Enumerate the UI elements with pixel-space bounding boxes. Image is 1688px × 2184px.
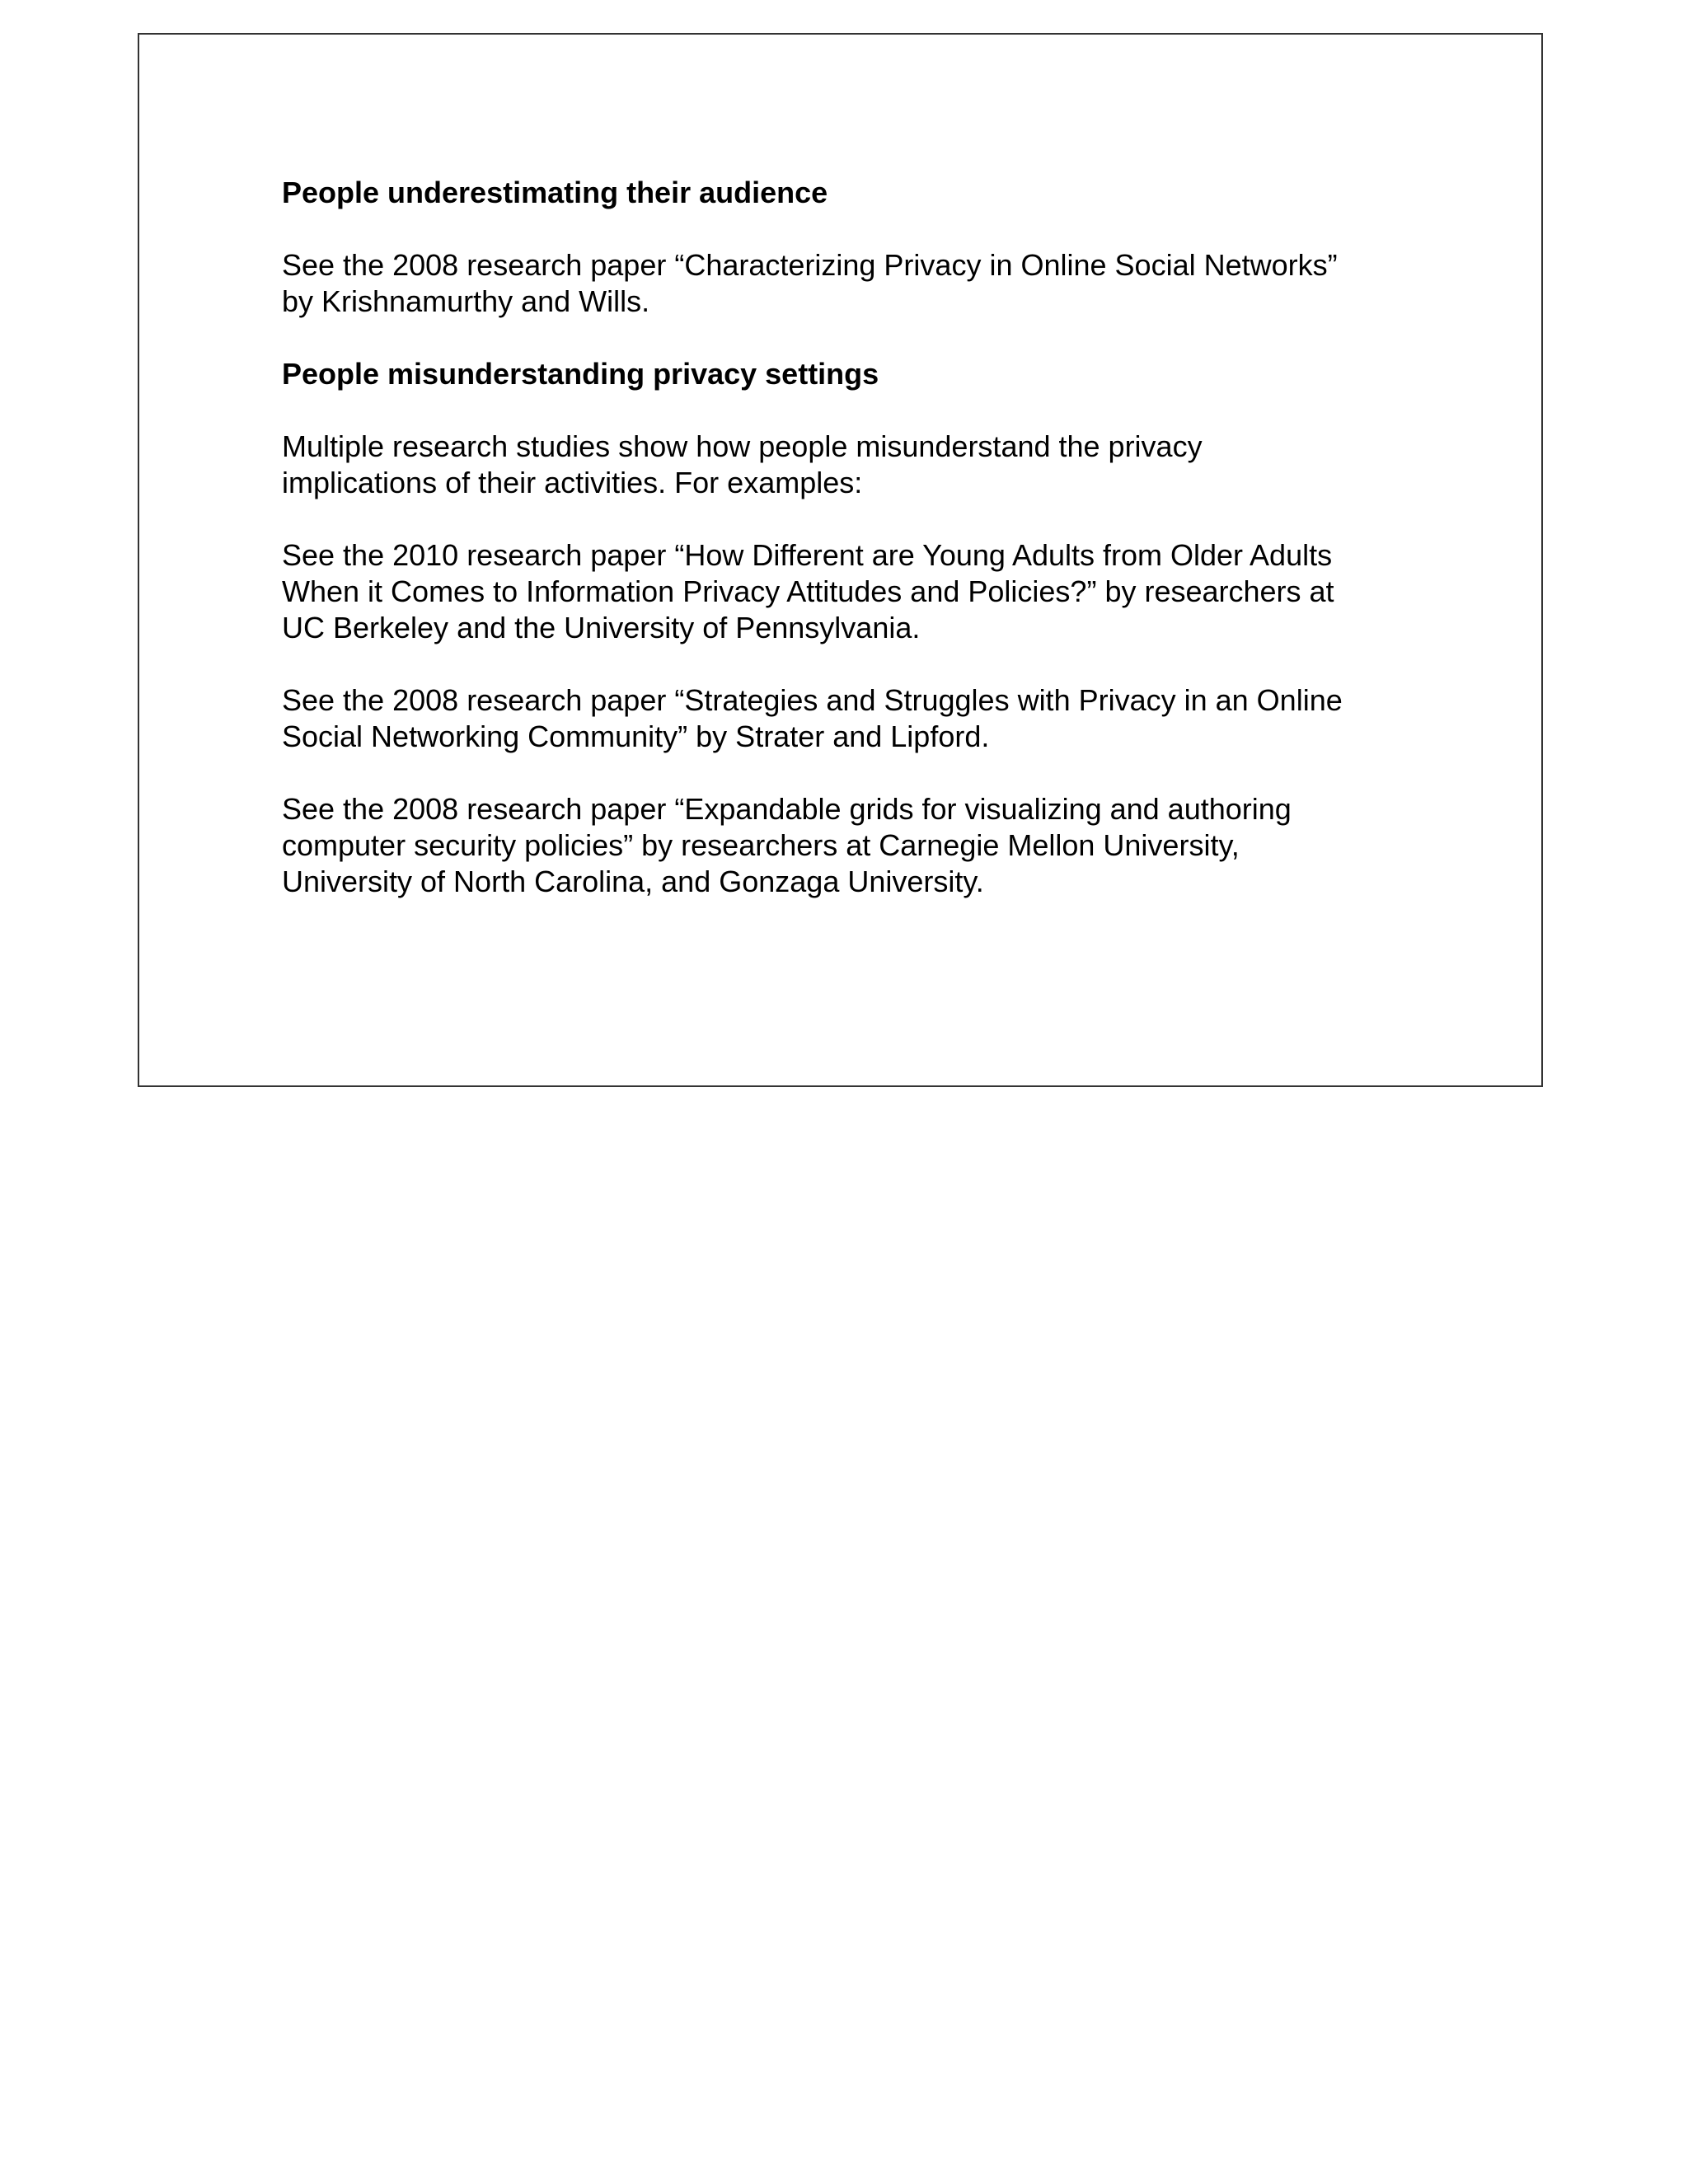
paragraph-line: See the 2010 research paper “How Different are Young Adults from Older Adults xyxy=(282,538,1333,572)
notes-frame xyxy=(138,33,1543,1087)
paragraph-expandable-grids xyxy=(282,791,1436,900)
paragraph-line: implications of their activities. For examples: xyxy=(282,466,863,499)
paragraph-line: See the 2008 research paper “Strategies and Struggles with Privacy in an Online xyxy=(282,683,1343,717)
paragraph-line: computer security policies” by researchers at Carnegie Mellon University, xyxy=(282,828,1240,862)
section-heading-privacy-settings xyxy=(282,356,1436,392)
section-heading-audience xyxy=(282,175,1436,211)
paragraph-young-vs-older-adults xyxy=(282,537,1436,646)
paragraph-line: Multiple research studies show how people misunderstand the privacy xyxy=(282,429,1203,463)
heading-text: People underestimating their audience xyxy=(282,176,828,209)
heading-text: People misunderstanding privacy settings xyxy=(282,357,879,391)
paragraph-strater-lipford xyxy=(282,682,1436,755)
paragraph-line: UC Berkeley and the University of Pennsylvania. xyxy=(282,611,921,644)
paragraph-line: University of North Carolina, and Gonzaga University. xyxy=(282,865,984,898)
paragraph-line: by Krishnamurthy and Wills. xyxy=(282,284,650,318)
paragraph-line: See the 2008 research paper “Characterizing Privacy in Online Social Networks” xyxy=(282,248,1338,282)
paragraph-multiple-studies xyxy=(282,429,1436,501)
paragraph-krishnamurthy-wills xyxy=(282,247,1436,320)
paragraph-line: When it Comes to Information Privacy Attitudes and Policies?” by researchers at xyxy=(282,574,1334,608)
notes-content xyxy=(282,175,1436,936)
paragraph-line: See the 2008 research paper “Expandable grids for visualizing and authoring xyxy=(282,792,1292,826)
paragraph-line: Social Networking Community” by Strater and Lipford. xyxy=(282,719,990,753)
